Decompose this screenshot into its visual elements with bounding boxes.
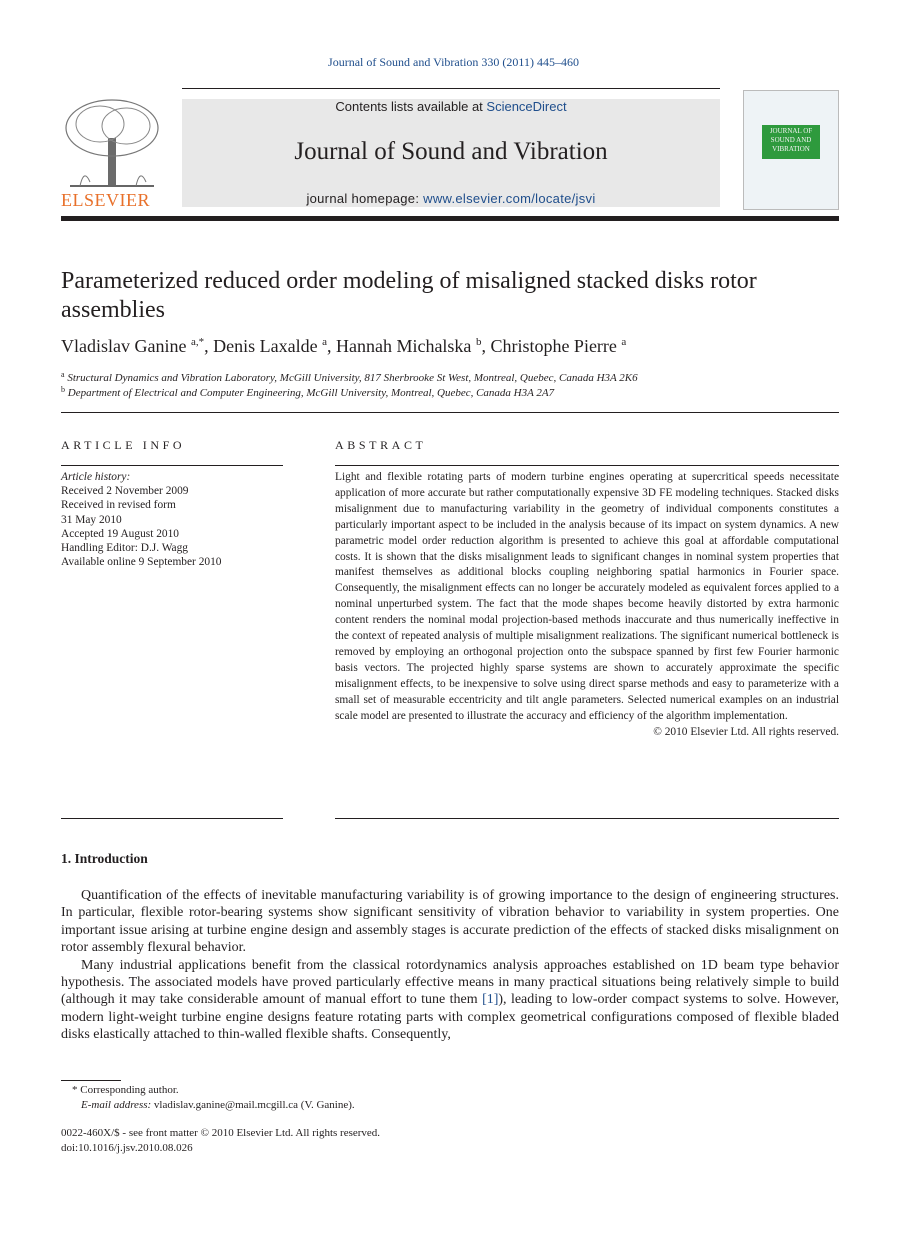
- paragraph: [61, 957, 839, 1044]
- history-line: Received in revised form: [61, 499, 176, 512]
- article-history: [61, 470, 291, 569]
- homepage-link[interactable]: www.elsevier.com/locate/jsvi: [423, 191, 596, 206]
- corresponding-author-note: * Corresponding author.: [72, 1084, 179, 1096]
- divider: [61, 818, 283, 819]
- author-affiliation-mark[interactable]: a,*: [190, 336, 205, 348]
- journal-citation[interactable]: Journal of Sound and Vibration 330 (2011) 445–460: [328, 55, 579, 69]
- history-line: Accepted 19 August 2010: [61, 527, 179, 540]
- section-heading-introduction: 1. Introduction: [61, 851, 148, 866]
- affiliation-mark: b: [61, 385, 65, 394]
- paper-title: Parameterized reduced order modeling of misaligned stacked disks rotor assemblies: [61, 268, 757, 323]
- journal-homepage: [182, 191, 720, 206]
- author-name: Vladislav Ganine: [61, 336, 187, 356]
- history-line: Available online 9 September 2010: [61, 556, 222, 569]
- history-line: 31 May 2010: [61, 513, 122, 526]
- divider: [61, 412, 839, 413]
- author-name: Christophe Pierre: [490, 336, 617, 356]
- author-affiliation-mark[interactable]: a: [322, 336, 327, 348]
- reference-link[interactable]: [1]: [482, 992, 499, 1008]
- author-name: Denis Laxalde: [213, 336, 318, 356]
- email-note: [81, 1098, 355, 1113]
- contents-line: [182, 99, 720, 114]
- affiliation-text: Department of Electrical and Computer Engineering, McGill University, Montreal, Quebec, Canada H3A 2A7: [67, 387, 555, 399]
- contents-prefix: Contents lists available at: [335, 99, 487, 114]
- author-list: Vladislav Ganine $^{a,*}$, Denis Laxalde $^a$, Hannah Michalska $^b$, Christophe Pierre $^a$: [61, 336, 627, 356]
- paragraph-text: ), leading to low-order compact systems to solve. However, modern light-weight turbine engine designs feature rotating parts with complex geometrical configurations composed of flexible bladed disks elastically attached to thin-walled flexible shafts. Consequently,: [61, 992, 839, 1043]
- divider: [61, 465, 283, 466]
- cover-title: JOURNAL OF SOUND AND VIBRATION: [769, 127, 813, 153]
- abstract-copyright: © 2010 Elsevier Ltd. All rights reserved.: [653, 725, 839, 738]
- footnote-rule: [61, 1080, 121, 1081]
- affiliation: [61, 370, 839, 384]
- affiliation-text: Structural Dynamics and Vibration Laboratory, McGill University, 817 Sherbrooke St West, Montreal, Quebec, Canada H3A 2K6: [67, 372, 638, 384]
- author-name: Hannah Michalska: [335, 336, 472, 356]
- author-affiliation-mark[interactable]: b: [475, 336, 482, 348]
- sciencedirect-link[interactable]: ScienceDirect: [486, 99, 567, 114]
- email-label: E-mail address:: [81, 1099, 152, 1111]
- publisher-wordmark: ELSEVIER: [61, 190, 150, 210]
- paragraph: Quantification of the effects of inevitable manufacturing variability is of growing importance to the design of engineering structures. In particular, flexible rotor-bearing systems show significant sensitivity of vibration behavior to variability in system properties. One important issue arising at turbine engine design and assembly stages is accurate prediction of the effects of stacked disks misalignment on rotor assembly flexural behavior.: [61, 888, 839, 956]
- divider: [335, 818, 839, 819]
- header-top-rule: [182, 88, 720, 89]
- history-label: Article history:: [61, 471, 131, 483]
- affiliation-mark: a: [61, 370, 65, 379]
- introduction-body: [61, 887, 839, 1044]
- divider: [335, 465, 839, 466]
- email-address[interactable]: vladislav.ganine@mail.mcgill.ca (V. Ganine).: [151, 1099, 355, 1111]
- affiliation: [61, 385, 839, 399]
- header-thick-rule: [61, 216, 839, 221]
- abstract-body: [335, 470, 839, 740]
- author-affiliation-mark[interactable]: a: [621, 336, 627, 348]
- journal-cover-thumbnail[interactable]: [743, 90, 839, 210]
- abstract-text: Light and flexible rotating parts of modern turbine engines operating at supercritical speeds necessitate application of more accurate but rather computationally expensive 3D FE modeling techniques. Stacked disks misalignment due to manufacturing variability in the geometry of individual components constitutes a particularly important aspect to be included in the analysis because of its impact on system dynamics. A new parametric model order reduction algorithm is presented to achieve this goal at affordable computational costs. It is shown that the disks misalignment leads to significant changes in nominal system properties that manifest themselves as additional blocks coupling neighboring spatial harmonics in Fourier space. Consequently, the misalignment effects can no longer be accurately modeled as equivalent forces applied to a nominal unperturbed system. The fact that the mode shapes become heavily distorted by extra harmonic content renders the nominal modal projection-based methods inaccurate and thus numerically ineffective in the context of repeated analysis of multiple misalignment realizations. The significant numerical bottleneck is removed by employing an orthogonal projection onto the subspace spanned by first few Fourier harmonic basis vectors. The projected highly sparse systems are shown to accurately approximate the specific misalignment effects, to be inexpensive to solve using direct sparse methods and easy to parameterize with a small set of measurable eccentricity and tilt angle parameters. Selected numerical examples on an industrial scale model are presented to illustrate the accuracy and efficiency of the algorithm implementation.: [335, 471, 839, 722]
- issn-line: 0022-460X/$ - see front matter © 2010 Elsevier Ltd. All rights reserved.: [61, 1127, 381, 1139]
- journal-title: Journal of Sound and Vibration: [294, 138, 608, 165]
- history-line: Handling Editor: D.J. Wagg: [61, 542, 189, 555]
- abstract-heading: ABSTRACT: [335, 438, 427, 452]
- history-line: Received 2 November 2009: [61, 485, 189, 498]
- homepage-prefix: journal homepage:: [306, 191, 424, 206]
- paragraph-text: Many industrial applications benefit from the classical rotordynamics analysis approaches established on 1D beam type behavior hypothesis. The associated models have proved particularly effective means in many practical situations being relatively simple to build (although it may take considerable amount of manual effort to tune them: [61, 957, 839, 1008]
- doi-line[interactable]: doi:10.1016/j.jsv.2010.08.026: [61, 1142, 193, 1154]
- article-info-heading: ARTICLE INFO: [61, 438, 186, 452]
